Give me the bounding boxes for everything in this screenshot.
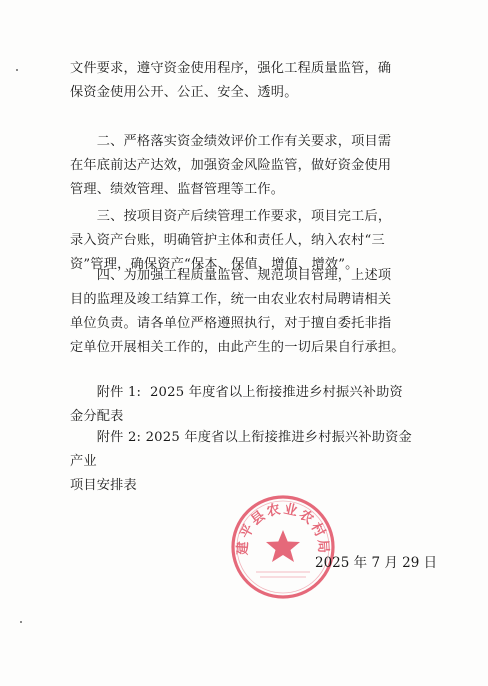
paragraph-3: 三、按项目资产后续管理工作要求，项目完工后， 录入资产台账，明确管护主体和责任人，纳入农村“三 资”管理，确保资产“保本、保值、增值、增效”。	[70, 209, 392, 272]
paragraph-1: 文件要求，遵守资金使用程序，强化工程质量监管，确 保资金使用公开、公正、安全、透明。	[70, 61, 392, 100]
document-date: 2025 年 7 月 29 日	[315, 555, 438, 571]
paragraph-2: 二、严格落实资金绩效评价工作有关要求，项目需 在年底前达产达效，加强资金风险监管，做好资金使用 管理、绩效管理、监督管理等工作。	[70, 134, 392, 197]
paragraph-4: 四、为加强工程质量监管、规范项目管理，上述项 目的监理及竣工结算工作，统一由农业农村局聘请相关 单位负责。请各单位严格遵照执行，对于擅自委托非指 定单位开展相关工作的，由此产生的一切后果自行承担。	[70, 268, 405, 355]
svg-text:建平县农业农村局: 建平县农业农村局	[234, 501, 332, 556]
attachment-2: 附件 2: 2025 年度省以上衔接推进乡村振兴补助资金产业 项目安排表	[70, 430, 412, 493]
official-seal-icon	[228, 492, 338, 602]
scan-speck	[20, 621, 22, 623]
attachment-1: 附件 1: 2025 年度省以上衔接推进乡村振兴补助资 金分配表	[70, 385, 403, 424]
scan-speck	[16, 69, 18, 71]
